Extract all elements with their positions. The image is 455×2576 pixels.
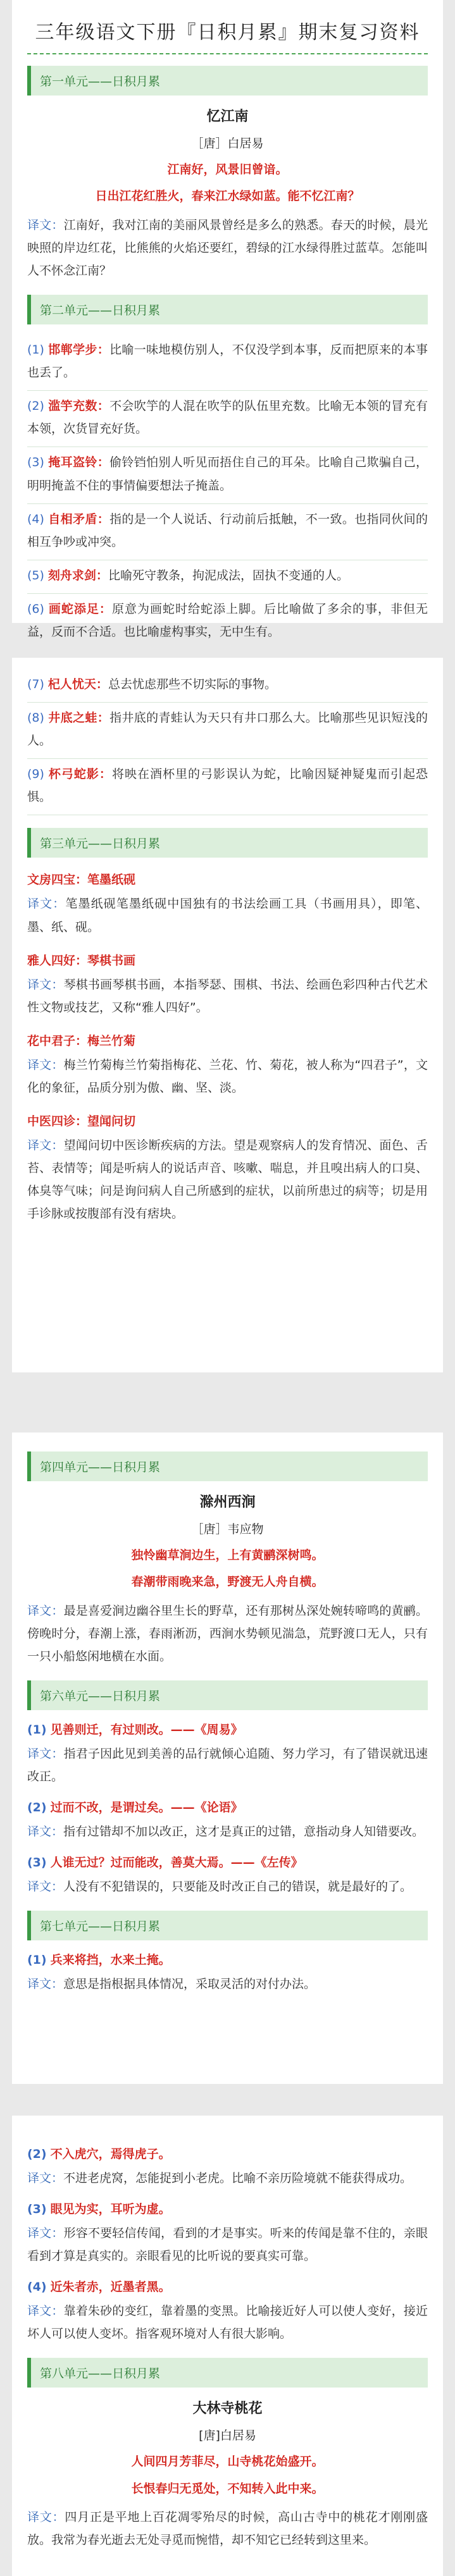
translation-label: 译文： xyxy=(27,1747,64,1761)
unit-6-header: 第六单元——日积月累 xyxy=(27,1680,428,1710)
translation-label: 译文： xyxy=(27,2226,64,2241)
idiom-term: 滥竽充数： xyxy=(47,399,110,414)
poem-title-yi-jiangnan: 忆江南 xyxy=(206,109,249,125)
translation-paragraph xyxy=(27,1054,428,1099)
section-head: 文房四宝：笔墨纸砚 xyxy=(27,873,136,887)
idiom-definition: 总去忧虑那些不切实际的事物。 xyxy=(108,677,277,691)
translation-paragraph xyxy=(27,1973,428,1995)
idiom-item xyxy=(27,335,428,391)
translation-label: 译文： xyxy=(27,2304,64,2319)
translation-paragraph xyxy=(27,892,428,938)
translation-text: 最是喜爱涧边幽谷里生长的野草，还有那树丛深处婉转啼鸣的黄鹂。傍晚时分，春潮上涨，春雨淅沥，西涧水势顿见湍急，荒野渡口无人，只有一只小船悠闲地横在水面。 xyxy=(27,1603,428,1663)
quote-item xyxy=(27,2145,428,2162)
translation-paragraph xyxy=(27,2300,428,2345)
quote-text: 不入虎穴，焉得虎子。 xyxy=(50,2147,171,2161)
translation-label: 译文： xyxy=(27,1880,64,1894)
translation-paragraph xyxy=(27,214,428,282)
translation-text: 指君子因此见到美善的品行就倾心追随、努力学习，有了错误就迅速改正。 xyxy=(27,1747,428,1784)
translation-text: 笔墨纸砚笔墨纸砚中国独有的书法绘画工具（书画用具），即笔、墨、纸、砚。 xyxy=(27,897,428,934)
poem-title-dalinsi-taohua: 大林寺桃花 xyxy=(192,2401,263,2417)
quote-text: 眼见为实，耳听为虚。 xyxy=(50,2202,171,2217)
unit-8-header: 第八单元——日积月累 xyxy=(27,2358,428,2388)
unit-7-header: 第七单元——日积月累 xyxy=(27,1911,428,1940)
idiom-definition: 指井底的青蛙认为天只有井口那么大。比喻那些见识短浅的人。 xyxy=(27,711,428,748)
quote-index: (1) xyxy=(27,1953,47,1968)
translation-text: 望闻问切中医诊断疾病的方法。望是观察病人的发育情况、面色、舌苔、表情等；闻是听病人的说话声音、咳嗽、喘息，并且嗅出病人的口臭、体臭等气味；问是询问病人自己所感到的症状，以前所患过的病等；切是用手诊脉或按腹部有没有痞块。 xyxy=(27,1138,428,1221)
idiom-item xyxy=(27,594,428,650)
poem-line: 长恨春归无觅处，不知转入此中来。 xyxy=(131,2481,324,2496)
translation-text: 琴棋书画琴棋书画，本指琴瑟、围棋、书法、绘画色彩四种古代艺术性文物或技艺，又称“雅人四好”。 xyxy=(27,977,428,1014)
idiom-term: 掩耳盗铃： xyxy=(47,455,110,470)
idiom-index: (1) xyxy=(27,343,44,357)
quote-index: (1) xyxy=(27,1723,47,1737)
translation-paragraph xyxy=(27,973,428,1019)
idiom-definition: 比喻死守教条，拘泥成法，固执不变通的人。 xyxy=(108,568,349,582)
idiom-item xyxy=(27,391,428,447)
translation-paragraph xyxy=(27,2506,428,2551)
idiom-index: (7) xyxy=(27,677,44,691)
quote-text: 见善则迁，有过则改。——《周易》 xyxy=(50,1723,243,1737)
translation-paragraph xyxy=(27,1599,428,1668)
idiom-term: 杞人忧天： xyxy=(47,677,108,691)
page-1 xyxy=(12,0,443,639)
quote-index: (2) xyxy=(27,1801,47,1815)
idiom-term: 自相矛盾： xyxy=(47,512,110,526)
translation-text: 指有过错却不加以改正，这才是真正的过错，意指动身人知错要改。 xyxy=(63,1825,425,1839)
quote-item xyxy=(27,1720,428,1737)
idiom-index: (4) xyxy=(27,512,44,526)
poem-title-chuzhou-xijian: 滁州西涧 xyxy=(199,1494,256,1510)
translation-text: 江南好，我对江南的美丽风景曾经是多么的熟悉。春天的时候，晨光映照的岸边红花，比熊熊的火焰还要红，碧绿的江水绿得胜过蓝草。怎能叫人不怀念江南？ xyxy=(27,218,428,278)
unit-2-header: 第二单元——日积月累 xyxy=(27,295,428,324)
idiom-index: (2) xyxy=(27,399,44,414)
translation-text: 意思是指根据具体情况，采取灵活的对付办法。 xyxy=(63,1977,316,1992)
idiom-index: (8) xyxy=(27,711,44,725)
idiom-index: (3) xyxy=(27,455,44,470)
poem-line: 春潮带雨晚来急，野渡无人舟自横。 xyxy=(131,1575,324,1589)
quote-text: 过而不改，是谓过矣。——《论语》 xyxy=(50,1801,243,1815)
idiom-definition: 指的是一个人说话、行动前后抵触，不一致。也指同伙间的相互争吵或冲突。 xyxy=(27,512,428,549)
idiom-item xyxy=(27,759,428,815)
translation-label: 译文： xyxy=(27,1138,64,1153)
translation-label: 译文： xyxy=(27,1603,64,1618)
translation-label: 译文： xyxy=(27,977,64,992)
idiom-term: 邯郸学步： xyxy=(47,343,110,357)
translation-text: 形容不要轻信传闻，看到的才是事实。听来的传闻是靠不住的，亲眼看到才算是真实的。亲眼看见的比听说的要真实可靠。 xyxy=(27,2226,428,2264)
quote-index: (4) xyxy=(27,2280,47,2295)
idiom-item xyxy=(27,504,428,560)
section-head: 花中君子：梅兰竹菊 xyxy=(27,1033,136,1048)
translation-label: 译文： xyxy=(27,1057,64,1072)
idiom-index: (6) xyxy=(27,601,44,616)
idiom-item xyxy=(27,658,428,703)
poem-line: 独怜幽草涧边生，上有黄鹂深树鸣。 xyxy=(131,1548,324,1562)
poem-line: 人间四月芳菲尽，山寺桃花始盛开。 xyxy=(131,2455,324,2469)
poem-author: ［唐］白居易 xyxy=(191,137,264,151)
idiom-item xyxy=(27,560,428,594)
idiom-item xyxy=(27,703,428,759)
quote-index: (2) xyxy=(27,2147,47,2161)
page-4 xyxy=(12,2116,443,2576)
idiom-term: 画蛇添足： xyxy=(47,601,112,616)
section-head: 中医四诊：望闻问切 xyxy=(27,1114,136,1129)
quote-text: 近朱者赤，近墨者黑。 xyxy=(50,2280,171,2295)
translation-paragraph xyxy=(27,1820,428,1843)
idiom-term: 刻舟求剑： xyxy=(47,568,108,582)
unit-1-header: 第一单元——日积月累 xyxy=(27,66,428,96)
translation-label: 译文： xyxy=(27,897,66,911)
translation-label: 译文： xyxy=(27,1825,64,1839)
idiom-definition: 偷铃铛怕别人听见而捂住自己的耳朵。比喻自己欺骗自己，明明掩盖不住的事情偏要想法子掩盖。 xyxy=(27,455,428,493)
translation-paragraph xyxy=(27,1134,428,1225)
unit-4-header: 第四单元——日积月累 xyxy=(27,1451,428,1481)
quote-text: 兵来将挡，水来土掩。 xyxy=(50,1953,171,1968)
poem-author: ［唐］韦应物 xyxy=(191,1522,264,1536)
quote-item xyxy=(27,1950,428,1968)
idiom-definition: 原意为画蛇时给蛇添上脚。后比喻做了多余的事，非但无益，反而不合适。也比喻虚构事实，无中生有。 xyxy=(27,601,428,639)
quote-index: (3) xyxy=(27,2202,47,2217)
idiom-term: 杯弓蛇影： xyxy=(47,767,112,782)
translation-label: 译文： xyxy=(27,218,64,232)
idiom-definition: 将映在酒杯里的弓影误认为蛇，比喻因疑神疑鬼而引起恐惧。 xyxy=(27,767,428,804)
translation-paragraph xyxy=(27,1742,428,1788)
poem-author: [唐]白居易 xyxy=(199,2429,256,2443)
page-3 xyxy=(12,1433,443,2084)
translation-text: 靠着朱砂的变红，靠着墨的变黑。比喻接近好人可以使人变好，接近坏人可以使人变坏。指客观环境对人有很大影响。 xyxy=(27,2304,428,2341)
translation-paragraph xyxy=(27,1875,428,1898)
translation-paragraph xyxy=(27,2222,428,2267)
unit-3-header: 第三单元——日积月累 xyxy=(27,828,428,858)
translation-text: 四月正是平地上百花凋零殆尽的时候，高山古寺中的桃花才刚刚盛放。我常为春光逝去无处寻觅而惋惜，却不知它已经转到这里来。 xyxy=(27,2510,428,2548)
translation-text: 不进老虎窝，怎能捉到小老虎。比喻不亲历险境就不能获得成功。 xyxy=(63,2171,413,2185)
quote-item xyxy=(27,2277,428,2295)
idiom-definition: 比喻一味地模仿别人，不仅没学到本事，反而把原来的本事也丢了。 xyxy=(27,343,428,380)
translation-text: 人没有不犯错误的，只要能及时改正自己的错误，就是最好的了。 xyxy=(63,1880,413,1894)
idiom-index: (9) xyxy=(27,767,44,782)
idiom-index: (5) xyxy=(27,568,44,582)
translation-label: 译文： xyxy=(27,2510,65,2525)
idiom-definition: 不会吹竽的人混在吹竽的队伍里充数。比喻无本领的冒充有本领，次货冒充好货。 xyxy=(27,399,428,436)
translation-text: 梅兰竹菊梅兰竹菊指梅花、兰花、竹、菊花，被人称为“四君子”，文化的象征，品质分别为傲、幽、坚、淡。 xyxy=(27,1057,428,1095)
translation-paragraph xyxy=(27,2167,428,2190)
idiom-term: 井底之蛙： xyxy=(47,711,110,725)
quote-index: (3) xyxy=(27,1856,47,1870)
idiom-item xyxy=(27,447,428,503)
quote-item xyxy=(27,2200,428,2217)
quote-item xyxy=(27,1798,428,1815)
quote-text: 人谁无过？过而能改，善莫大焉。——《左传》 xyxy=(50,1856,303,1870)
document-title: 三年级语文下册『日积月累』期末复习资料 xyxy=(27,0,428,54)
quote-item xyxy=(27,1853,428,1870)
section-head: 雅人四好：琴棋书画 xyxy=(27,953,136,968)
translation-label: 译文： xyxy=(27,2171,64,2185)
poem-line: 日出江花红胜火，春来江水绿如蓝。能不忆江南？ xyxy=(95,189,360,204)
poem-line: 江南好，风景旧曾谙。 xyxy=(167,163,288,176)
translation-label: 译文： xyxy=(27,1977,64,1992)
page-2 xyxy=(12,658,443,1372)
